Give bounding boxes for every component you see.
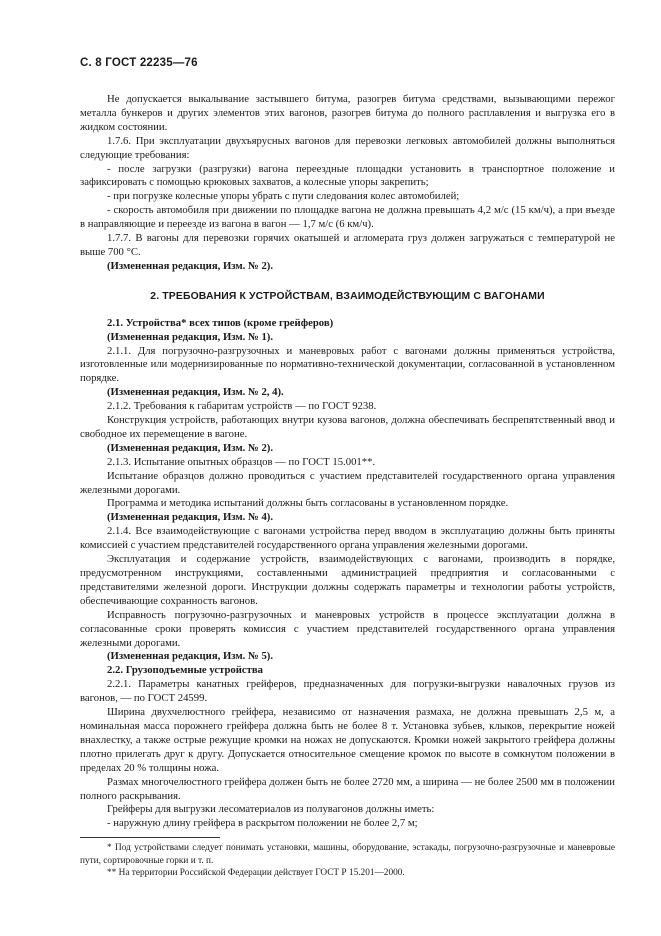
amendment-note: (Измененная редакция, Изм. № 2).: [107, 259, 274, 272]
paragraph: Ширина двухчелюстного грейфера, независимо от назначения размаха, не должна превышать 2,5 м, а номинальная масса порожнего грейфера должна быть не более 8 т. Установка зубьев, клыков, перекрытие ножей внахлестку, а также острые режущие кромки на ножах не допускаются. Кромки ножей закрытого грейфера должны плотно прилегать друг к другу. Допускается относительное смещение кромок по высоте в сомкнутом положении в пределах 20 % толщины ножа.: [80, 706, 615, 774]
clause-2-2-1: 2.2.1. Параметры канатных грейферов, предназначенных для погрузки-выгрузки навалочных грузов из вагонов, — по ГОСТ 24599.: [80, 678, 615, 705]
footnote: ** На территории Российской Федерации действует ГОСТ Р 15.201—2000.: [107, 868, 405, 879]
amendment-note: (Измененная редакция, Изм. № 4).: [107, 511, 274, 524]
paragraph: Грейферы для выгрузки лесоматериалов из полувагонов должны иметь:: [107, 803, 435, 816]
clause-2-1-2: 2.1.2. Требования к габаритам устройств — по ГОСТ 9238.: [107, 400, 377, 413]
clause-1-7-6: 1.7.6. При эксплуатации двухъярусных вагонов для перевозки легковых автомобилей должны выполняться следующие требования:: [80, 134, 615, 161]
list-item: - при погрузке колесные упоры убрать с пути следования колес автомобилей;: [107, 190, 460, 203]
page-header: С. 8 ГОСТ 22235—76: [80, 57, 198, 69]
paragraph: Конструкция устройств, работающих внутри кузова вагонов, должна обеспечивать беспрепятственный ввод и свободное их перемещение в вагоне.: [80, 414, 615, 440]
subsection-heading: 2.1. Устройства* всех типов (кроме грейферов): [107, 316, 334, 329]
footnote-separator: [80, 837, 220, 838]
paragraph: Эксплуатация и содержание устройств, взаимодействующих с вагонами, производить в порядке, предусмотренном инструкциями, составленными администрацией предприятия и согласованными с представителями железной дороги. Инструкции должны содержать параметры и технологии работы устройств, обеспечивающие сохранность вагонов.: [80, 553, 615, 607]
amendment-note: (Измененная редакция, Изм. № 2).: [107, 441, 274, 454]
clause-2-1-1: 2.1.1. Для погрузочно-разгрузочных и маневровых работ с вагонами должны применяться устройства, изготовленные или модернизированные по нормативно-технической документации, согласованной в установленном порядке.: [80, 344, 615, 385]
paragraph: Программа и методика испытаний должны быть согласованы в установленном порядке.: [107, 497, 509, 510]
amendment-note: (Измененная редакция, Изм. № 5).: [107, 650, 274, 663]
section-heading: 2. ТРЕБОВАНИЯ К УСТРОЙСТВАМ, ВЗАИМОДЕЙСТВУЮЩИМ С ВАГОНАМИ: [150, 290, 545, 302]
paragraph: Не допускается выкалывание застывшего битума, разогрев битума средствами, вызывающими пережог металла бункеров и других элементов этих вагонов, разогрев битума до полного расплавления и выгрузка его в жидком состоянии.: [80, 93, 615, 133]
list-item: - наружную длину грейфера в раскрытом положении не более 2,7 м;: [107, 817, 418, 830]
list-item: - скорость автомобиля при движении по площадке вагона не должна превышать 4,2 м/с (15 км/ч), а при въезде в направляющие и переезде из вагона в вагон — 1,7 м/с (6 км/ч).: [80, 204, 615, 231]
amendment-note: (Измененная редакция, Изм. № 1).: [107, 330, 274, 343]
paragraph: Размах многочелюстного грейфера должен быть не более 2720 мм, а ширина — не более 2500 мм в положении полного раскрывания.: [80, 775, 615, 802]
paragraph: Исправность погрузочно-разгрузочных и маневровых устройств в процессе эксплуатации должна в согласованные сроки проверять комиссия с участием представителей государственного органа управления железными дорогами.: [80, 608, 615, 649]
clause-2-1-3: 2.1.3. Испытание опытных образцов — по ГОСТ 15.001**.: [107, 455, 376, 468]
clause-1-7-7: 1.7.7. В вагоны для перевозки горячих окатышей и агломерата груз должен загружаться с температурой не выше 700 °С.: [80, 232, 615, 258]
footnote: * Под устройствами следует понимать установки, машины, оборудование, эстакады, погрузочно-разгрузочные и маневровые пути, сортировочные горки и т. п.: [80, 843, 615, 866]
document-body: [80, 93, 615, 879]
amendment-note: (Измененная редакция, Изм. № 2, 4).: [107, 386, 284, 399]
subsection-heading: 2.2. Грузоподъемные устройства: [107, 664, 264, 677]
paragraph: Испытание образцов должно проводиться с участием представителей государственного органа управления железными дорогами.: [80, 469, 615, 496]
list-item: - после загрузки (разгрузки) вагона переездные площадки установить в транспортное положение и зафиксировать с помощью крюковых захватов, а колесные упоры закрепить;: [80, 162, 615, 189]
clause-2-1-4: 2.1.4. Все взаимодействующие с вагонами устройства перед вводом в эксплуатацию должны быть приняты комиссией с участием представителей государственного органа управления железными дорогами.: [80, 525, 615, 552]
